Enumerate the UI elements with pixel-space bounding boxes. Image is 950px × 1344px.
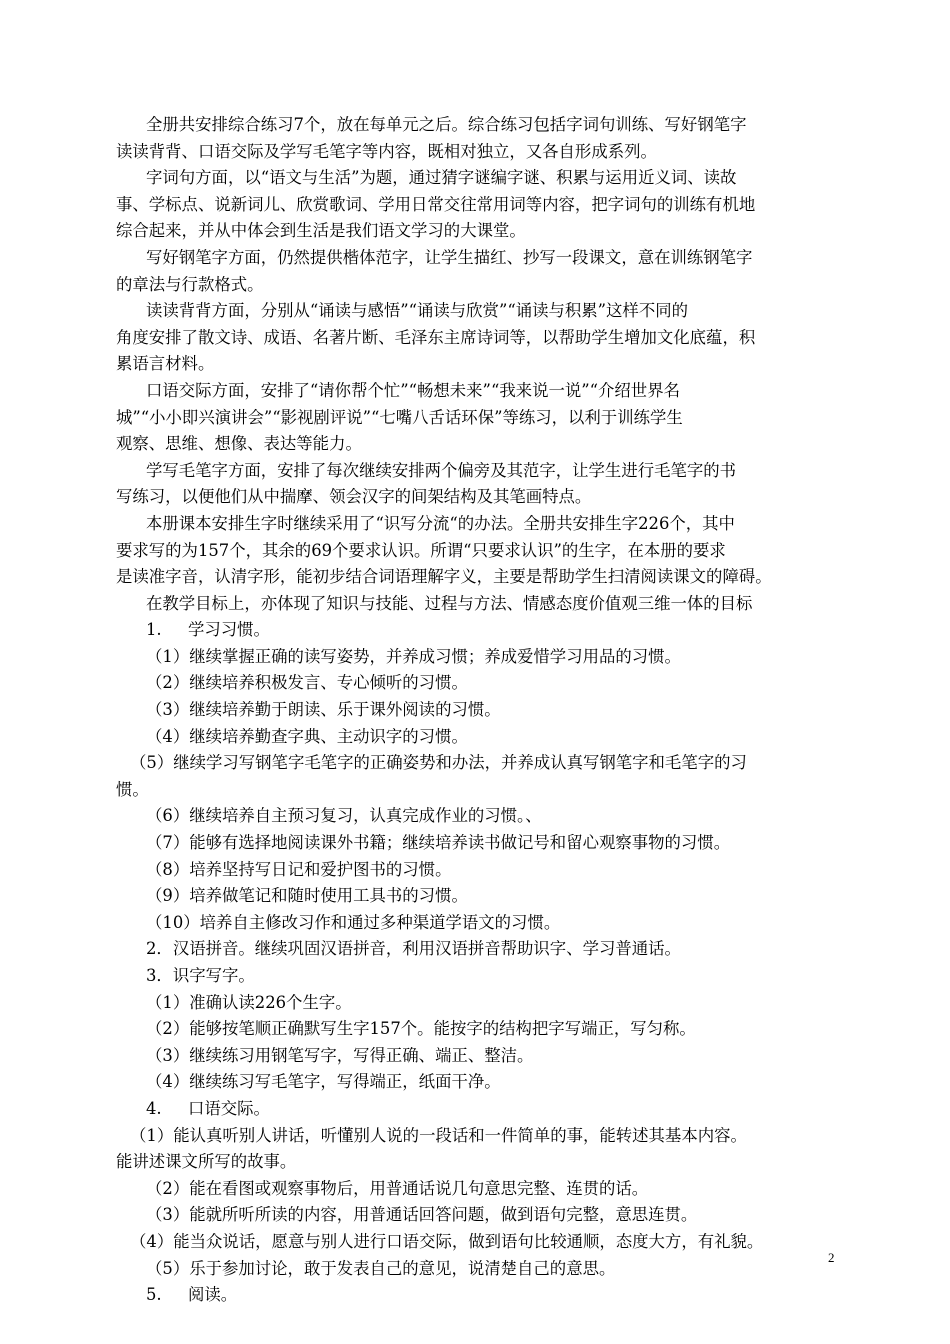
text-line [116, 1282, 842, 1309]
line-text: 读读背背、口语交际及学写毛笔字等内容，既相对独立，又各自形成系列。 [116, 141, 657, 161]
text-line [116, 298, 842, 325]
text-line [116, 245, 842, 272]
text-line [116, 990, 842, 1017]
line-text: 事、学标点、说新词儿、欣赏歌词、学用日常交往常用词等内容，把字词句的训练有机地 [116, 194, 756, 214]
line-text: （7）能够有选择地阅读课外书籍；继续培养读书做记号和留心观察事物的习惯。 [146, 833, 731, 853]
line-text: 字词句方面，以“语文与生活”为题，通过猜字谜编字谜、积累与运用近义词、读故 [146, 168, 737, 188]
text-line [116, 936, 842, 963]
line-text: 阅读。 [188, 1285, 238, 1305]
line-text: 写练习，以便他们从中揣摩、领会汉字的间架结构及其笔画特点。 [116, 487, 592, 507]
text-line [116, 511, 842, 538]
text-line [116, 963, 842, 990]
text-line [116, 325, 842, 352]
line-text: 要求写的为157个，其余的69个要求认识。所谓“只要求认识”的生字，在本册的要求 [116, 540, 726, 560]
line-text: 读读背背方面，分别从“诵读与感悟”“诵读与欣赏”“诵读与积累”这样不同的 [146, 301, 688, 321]
text-line [116, 750, 842, 777]
text-line [116, 538, 842, 565]
text-line [116, 803, 842, 830]
text-line [116, 458, 842, 485]
text-line [116, 1069, 842, 1096]
line-text: （1）准确认读226个生字。 [146, 992, 352, 1012]
line-text: 2．汉语拼音。继续巩固汉语拼音，利用汉语拼音帮助识字、学习普通话。 [146, 939, 681, 959]
text-line [116, 857, 842, 884]
text-line [116, 1149, 842, 1176]
line-text: （9）培养做笔记和随时使用工具书的习惯。 [146, 886, 468, 906]
line-text: （5）继续学习写钢笔字毛笔字的正确姿势和办法，并养成认真写钢笔字和毛笔字的习 [130, 753, 747, 773]
text-line [116, 617, 842, 644]
line-text: （4）继续培养勤查字典、主动识字的习惯。 [146, 726, 468, 746]
text-line [116, 112, 842, 139]
text-line [116, 1016, 842, 1043]
text-line [116, 1043, 842, 1070]
text-line [116, 670, 842, 697]
line-text: （4）继续练习写毛笔字，写得端正，纸面干净。 [146, 1072, 501, 1092]
line-text: （3）能就所听所读的内容，用普通话回答问题，做到语句完整，意思连贯。 [146, 1205, 698, 1225]
line-text: （10）培养自主修改习作和通过多种渠道学语文的习惯。 [146, 912, 561, 932]
line-text: （2）能在看图或观察事物后，用普通话说几句意思完整、连贯的话。 [146, 1178, 649, 1198]
line-text: （4）能当众说话，愿意与别人进行口语交际，做到语句比较通顺，态度大方，有礼貌。 [130, 1231, 764, 1251]
text-line [116, 644, 842, 671]
line-text: 学写毛笔字方面，安排了每次继续安排两个偏旁及其范字，让学生进行毛笔字的书 [146, 460, 737, 480]
line-text: （3）继续练习用钢笔写字，写得正确、端正、整洁。 [146, 1045, 534, 1065]
list-number: 1. [146, 620, 162, 640]
text-line [116, 830, 842, 857]
line-text: 累语言材料。 [116, 354, 215, 374]
list-number: 5. [146, 1285, 162, 1305]
line-text: 学习习惯。 [188, 620, 270, 640]
text-line [116, 777, 842, 804]
text-line [116, 564, 842, 591]
text-line [116, 218, 842, 245]
line-text: 城”“小小即兴演讲会”“影视剧评说”“七嘴八舌话环保”等练习，以利于训练学生 [116, 407, 683, 427]
line-text: （1）继续掌握正确的读写姿势，并养成习惯；养成爱惜学习用品的习惯。 [146, 646, 681, 666]
text-line [116, 431, 842, 458]
line-text: 惯。 [116, 779, 149, 799]
line-text: 写好钢笔字方面，仍然提供楷体范字，让学生描红、抄写一段课文，意在训练钢笔字 [146, 247, 753, 267]
line-text: 在教学目标上，亦体现了知识与技能、过程与方法、情感态度价值观三维一体的目标 [146, 593, 753, 613]
line-text: （3）继续培养勤于朗读、乐于课外阅读的习惯。 [146, 700, 501, 720]
text-line [116, 165, 842, 192]
text-line [116, 405, 842, 432]
text-line [116, 910, 842, 937]
line-text: （1）能认真听别人讲话，听懂别人说的一段话和一件简单的事，能转述其基本内容。 [130, 1125, 747, 1145]
text-line [116, 1096, 842, 1123]
text-line [116, 1256, 842, 1283]
line-text: 观察、思维、想像、表达等能力。 [116, 434, 362, 454]
line-text: 本册课本安排生字时继续采用了“识写分流“的办法。全册共安排生字226个，其中 [146, 513, 735, 533]
line-text: 口语交际方面，安排了“请你帮个忙”“畅想未来”“我来说一说”“介绍世界名 [146, 380, 680, 400]
text-line [116, 484, 842, 511]
line-text: 的章法与行款格式。 [116, 274, 264, 294]
line-text: （8）培养坚持写日记和爱护图书的习惯。 [146, 859, 452, 879]
text-line [116, 591, 842, 618]
list-number: 4. [146, 1098, 162, 1118]
line-text: （2）能够按笔顺正确默写生字157个。能按字的结构把字写端正，写匀称。 [146, 1019, 696, 1039]
line-text: （6）继续培养自主预习复习，认真完成作业的习惯。、 [146, 806, 542, 826]
line-text: 角度安排了散文诗、成语、名著片断、毛泽东主席诗词等，以帮助学生增加文化底蕴，积 [116, 327, 756, 347]
page-number: 2 [828, 1250, 835, 1265]
line-text: 能讲述课文所写的故事。 [116, 1152, 297, 1172]
line-text: 是读准字音，认清字形，能初步结合词语理解字义，主要是帮助学生扫清阅读课文的障碍。 [116, 567, 772, 587]
text-line [116, 1176, 842, 1203]
text-line [116, 697, 842, 724]
text-line [116, 1123, 842, 1150]
line-text: （2）继续培养积极发言、专心倾听的习惯。 [146, 673, 468, 693]
line-text: 口语交际。 [188, 1098, 270, 1118]
text-line [116, 272, 842, 299]
text-line [116, 883, 842, 910]
line-text: 3．识字写字。 [146, 966, 255, 985]
text-line [116, 1229, 842, 1256]
line-text: 综合起来，并从中体会到生活是我们语文学习的大课堂。 [116, 221, 526, 241]
body-text [116, 112, 842, 1309]
text-line [116, 139, 842, 166]
text-line [116, 1202, 842, 1229]
line-text: （5）乐于参加讨论，敢于发表自己的意见，说清楚自己的意思。 [146, 1258, 616, 1278]
text-line [116, 378, 842, 405]
text-line [116, 724, 842, 751]
text-line [116, 351, 842, 378]
line-text: 全册共安排综合练习7个，放在每单元之后。综合练习包括字词句训练、写好钢笔字 [146, 115, 747, 134]
text-line [116, 192, 842, 219]
